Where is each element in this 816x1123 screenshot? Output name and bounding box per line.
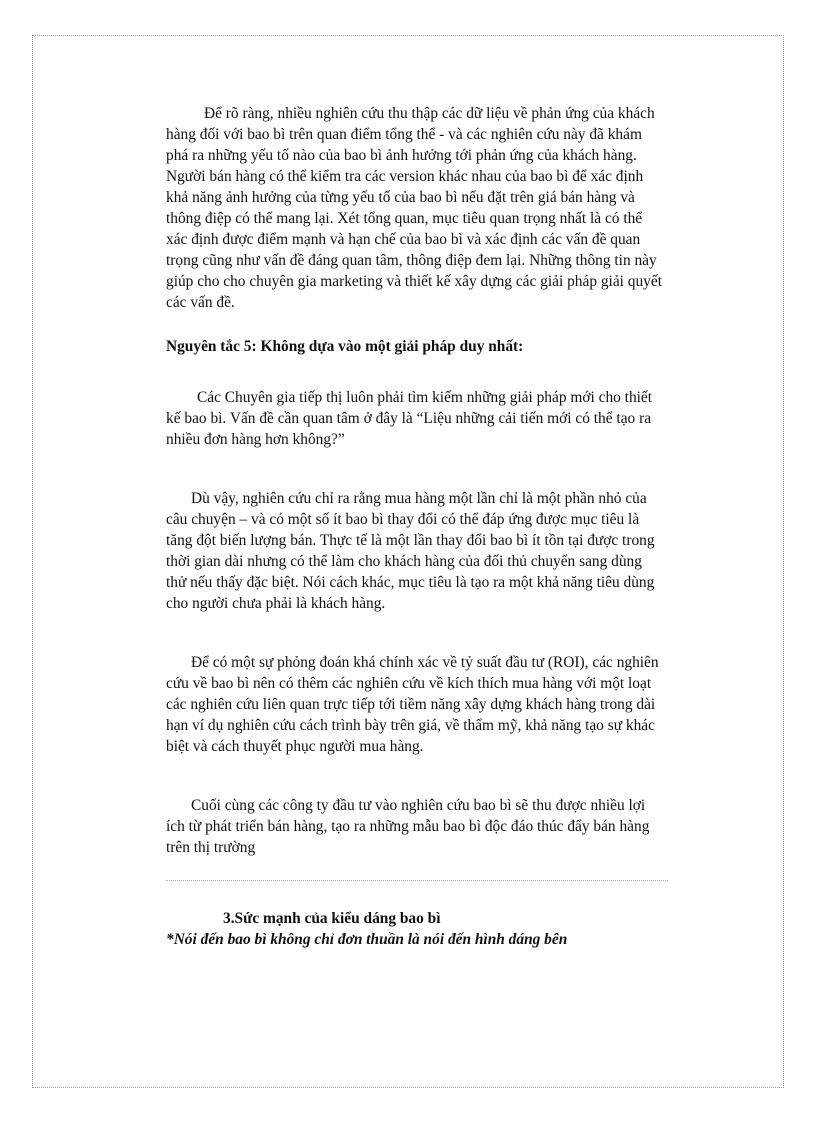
- paragraph-one-time-purchase: Dù vậy, nghiên cứu chỉ ra rằng mua hàng một lần chỉ là một phần nhỏ của câu chuyện – và có một số ít bao bì thay đổi có thể đáp ứng được mục tiêu là tăng đột biến lượng bán. Thực tế là một lần thay đổi bao bì ít tồn tại được trong thời gian dài nhưng có thể làm cho khách hàng của đối thủ chuyển sang dùng thử nếu thấy đặc biệt. Nói cách khác, mục tiêu là tạo ra một khả năng tiêu dùng cho người chưa phải là khách hàng.: [166, 490, 655, 612]
- section-3-title: 3.Sức mạnh của kiểu dáng bao bì: [223, 910, 441, 927]
- paragraph-marketing-experts: Các Chuyên gia tiếp thị luôn phải tìm kiếm những giải pháp mới cho thiết kế bao bì. Vấn đề cần quan tâm ở đây là “Liệu những cải tiến mới có thể tạo ra nhiều đơn hàng hơn không?”: [166, 389, 653, 448]
- paragraph-roi: Để có một sự phỏng đoán khá chính xác về tỷ suất đầu tư (ROI), các nghiên cứu về bao bì nên có thêm các nghiên cứu về kích thích mua hàng với một loạt các nghiên cứu liên quan trực tiếp tới tiềm năng xây dựng khách hàng trong dài hạn ví dụ nghiên cứu cách trình bày trên giá, về thẩm mỹ, khả năng tạo sự khác biệt và cách thuyết phục người mua hàng.: [166, 654, 659, 755]
- paragraph-conclusion: Cuối cùng các công ty đầu tư vào nghiên cứu bao bì sẽ thu được nhiều lợi ích từ phát triển bán hàng, tạo ra những mẫu bao bì độc đáo thúc đẩy bán hàng trên thị trường: [166, 797, 650, 856]
- section-3-note: *Nói đến bao bì không chỉ đơn thuần là nói đến hình dáng bên: [166, 931, 568, 948]
- document-body: [166, 103, 666, 950]
- paragraph-research-overview: Để rõ ràng, nhiều nghiên cứu thu thập các dữ liệu về phản ứng của khách hàng đối với bao bì trên quan điểm tổng thể - và các nghiên cứu này đã khám phá ra những yếu tố nào của bao bì ảnh hưởng tới phản ứng của khách hàng. Người bán hàng có thể kiểm tra các version khác nhau của bao bì để xác định khả năng ảnh hưởng của từng yếu tố của bao bì nếu đặt trên giá bán hàng và thông điệp có thể mang lại. Xét tổng quan, mục tiêu quan trọng nhất là có thể xác định được điểm mạnh và hạn chế của bao bì và xác định các vấn đề quan trọng cũng như vấn đề đáng quan tâm, thông điệp đem lại. Những thông tin này giúp cho cho chuyên gia marketing và thiết kế xây dựng các giải pháp giải quyết các vấn đề.: [166, 105, 662, 311]
- principle-5-heading: Nguyên tắc 5: Không dựa vào một giải pháp duy nhất:: [166, 338, 524, 355]
